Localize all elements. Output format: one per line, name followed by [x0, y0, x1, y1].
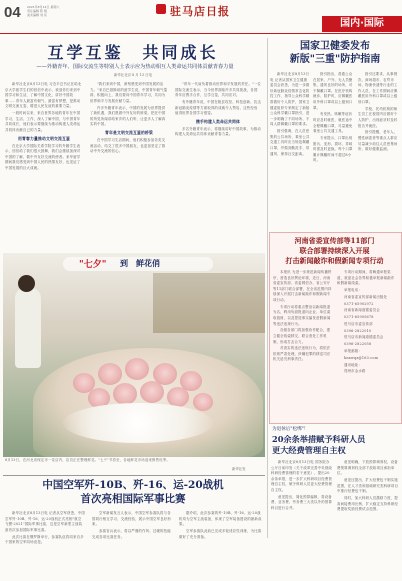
military-headline	[0, 478, 266, 506]
header-rule	[0, 33, 402, 34]
paragraph: 新华社北京8月13日电 记者从国家卫生健康委员会获悉，为进一步做好新冠肺炎疫情常态化防控工作，指导公众科学精准做好个人防护，国家卫健委组织专家制定了新版公众科学戴口罩指引，进一步明确了不同场所、不同人群佩戴口罩的要求。	[270, 72, 310, 127]
paragraph: 同时，加大科研人员激励力度，提高间接费用比例，扩大稳定支持科研经费提取奖励经费试点范围。	[337, 495, 399, 512]
right-top-column-2	[313, 72, 355, 230]
florist-head	[18, 275, 35, 292]
contact-line: 举报邮箱：	[344, 349, 362, 353]
paragraph: 空军参赛队此前已完成多轮适应性训练，为比赛做好了充分准备。	[179, 528, 262, 539]
contact-line: 0396-2822010	[344, 328, 372, 333]
paragraph: 举报电话：	[344, 287, 362, 292]
paragraph: 意见还提出，扩大经费包干制实施范围，在人才类和基础研究类科研项目中推行经费包干制。	[337, 477, 399, 494]
issue-info	[27, 5, 67, 17]
section-rule	[3, 475, 265, 476]
paragraph: 专项行动将重点整治以新闻报道为名，利用负面报道向企业、单位索取钱财，以及捏造事实编发虚假新闻等违法违规行为。	[273, 304, 331, 326]
contact-line: 通讯地址：	[344, 362, 362, 367]
headline-line: 新版"三重"防护指南	[289, 54, 381, 65]
rose	[193, 393, 213, 411]
newspaper-logo: 驻马店日报	[170, 5, 230, 18]
contact-line: 0371-65905678	[344, 315, 374, 320]
lead-column-2	[90, 82, 168, 252]
military-column-3	[179, 511, 263, 579]
notice-column-2	[337, 270, 397, 418]
paragraph: 学校、托幼机构的师生员工在校园内应做好个人防护，出现症状时及时报告并就医。	[358, 106, 398, 128]
paragraph: 据介绍，此次参赛的歼-10B、歼-16、运-20战机均为空军主战装备，体现了空军装备建设的最新成果。	[179, 511, 262, 527]
contact-line: 郑州市金水路	[344, 369, 366, 374]
headline-line: 打击新闻敲诈和假新闻专项行动	[285, 256, 384, 265]
paragraph: 各级各部门将加强协作配合，建立健全线索移交、联合查处工作机制，形成打击合力。	[273, 328, 331, 344]
rose	[125, 358, 149, 380]
issue-info-line: 责任编辑 陈 翔	[27, 9, 47, 13]
contact-line: 河南省委宣传部新闻出版处	[344, 294, 388, 299]
research-headline	[268, 434, 402, 456]
research-column-2	[337, 460, 399, 579]
banner-title: 到 鲜花俏	[120, 258, 160, 268]
column-divider	[267, 38, 268, 538]
paragraph: 空军新闻发言人表示，中国空军参赛队将与各国同行相互学习、交流经验，展示中国空军良好形象。	[92, 511, 171, 527]
paragraph: 有外籍青年说，中国在脱贫攻坚、科技创新、抗击新冠肺炎疫情等方面取得的成就令人赞叹，这些经验值得世界各国学习借鉴。	[175, 99, 261, 116]
right-top-headline	[268, 40, 402, 66]
paragraph: 一段时间以来，来自世界各地的青年在中国学习、生活、工作，深入了解中国，与中国青年共同成长，他们表示要继续为推动构建人类命运共同体贡献自己的力量。	[5, 111, 81, 132]
photo-credit: 新华社发	[232, 467, 246, 471]
contact-line: 驻马店市委宣传部	[344, 321, 373, 326]
paragraph: 参赛官兵表示，将以严谨的作风、过硬的技能完成各项比赛任务。	[92, 528, 171, 539]
paragraph: 意见提出，简化预算编制，将设备费、业务费、劳务费三大类以外的预算科目进行合并。	[271, 494, 333, 510]
contact-line: hnxwqz@163.com	[344, 355, 379, 360]
banner-emphasis: "七夕"	[79, 260, 107, 270]
military-column-2	[92, 511, 172, 579]
paragraph: 指引提醒，老年人、慢性病患者等重点人群应尽量减少前往人员密集场所，做好健康监测。	[358, 130, 398, 152]
research-kicker: 为退休后"松绑"！	[272, 427, 309, 432]
photo-shelf	[153, 273, 265, 333]
rose	[113, 383, 137, 405]
contact-line: 0371-65902972	[344, 301, 374, 306]
paragraph: "青年一代肩负着推动世界和平发展的责任。"一位国际交流生表示，当今世界面临许多共同挑战，各国青年应携手合作，互学互鉴，共同应对。	[175, 82, 261, 98]
section-label: 国内·国际	[322, 16, 402, 32]
masthead	[0, 0, 402, 34]
contact-line: 0396-2822058	[344, 342, 372, 347]
paragraph: 新华社北京8月13日电 国务院办公厅日前印发《关于改革完善中央财政科研经费管理的若干意见》，提出20余条举措，进一步扩大科研项目经费管理自主权，赋予科研人员更大经费管理自主权。	[271, 460, 333, 492]
paragraph: 新华社北京8月13日电 习近平总书记在给北京大学留学生们的回信中表示，欢迎你们来到中国学习和生活，了解中国文化，讲好中国故事……青年人最富有朝气、最富有梦想，是推动文明交流互鉴、增进人民友谊的重要力量。	[5, 82, 82, 109]
lead-subheading: 用青春力量推动文明交流互鉴	[18, 135, 70, 141]
lead-column-1	[5, 82, 83, 252]
paragraph: 意见明确，下放预算调剂权，设备费预算调剂权全部下放给项目承担单位。	[337, 460, 398, 476]
babys-breath	[63, 403, 213, 443]
paragraph: 对查实的违法违规行为，将依法依规严肃处理，涉嫌犯罪的移送司法机关追究刑事责任。	[273, 346, 331, 362]
paragraph: 指引指出，普通公众在居家、户外、无人员聚集、通风良好的场所，可不佩戴口罩。在医疗机构就诊、陪护时，应佩戴医用外科口罩或以上级别口罩。	[313, 72, 353, 110]
page-number: 04	[4, 4, 21, 21]
headline-line: 20余条举措赋予科研人员	[272, 434, 366, 444]
paragraph: "我们来到中国，深刻感受到中国发展的活力。"来自巴基斯坦的留学生说，中国青年朝气蓬勃、积极向上，我们要向中国青年学习，共同为世界和平与发展贡献力量。	[90, 82, 168, 103]
paragraph: 有发热、咳嗽等症状时应及时就医，就医途中全程佩戴口罩，尽量避免乘坐公共交通工具。	[313, 112, 353, 134]
headline-line: 中国空军歼-10B、歼-16、运-20战机	[42, 479, 224, 491]
notice-column-1	[273, 270, 333, 418]
paragraph: 指引强调，在人员密集的公共场所、乘坐公共交通工具时应当规范佩戴口罩，并做到勤洗手、常通风、保持社交距离。	[270, 129, 310, 156]
lead-column-3	[175, 82, 261, 252]
paragraph: 指引还要求，从事餐饮、商场超市、农贸市场、物流快递等行业的工作人员，在工作期间应佩戴医用外科口罩或以上级别口罩。	[358, 72, 398, 104]
paragraph: 新华社北京8月13日电 记者从空军获悉，中国空军歼-10B、歼-16、运-20战机正式亮相"航空飞镖-2021"国际军事比赛，这是空军新型主战装备首次参加国际军事比赛。	[5, 511, 85, 532]
military-column-1	[5, 511, 85, 579]
paragraph: 多名外籍青年表示，将继续讲好中国故事，为推动构建人类命运共同体贡献青春力量。	[175, 126, 261, 137]
issue-info-line: 美术编辑 刘 亮	[27, 13, 47, 17]
photo-caption: 8月13日，在河北省保定市一花店内，店员正在整理鲜花。"七夕"节将至，各地鲜花市场迎来销售旺季。	[5, 458, 170, 462]
rose	[140, 381, 164, 403]
headline-line: 首次亮相国际军事比赛	[80, 493, 186, 505]
headline-line: 国家卫健委发布	[300, 41, 370, 52]
rose	[98, 363, 122, 385]
issue-info-line: 2021年8月14日 星期六	[27, 5, 60, 9]
headline-line: 联合部署持续深入开展	[299, 246, 370, 255]
lead-subtitle: ——外籍青年、国际交流生等特别人士表示应为热动相互人类命运共同体贡献青春力量	[36, 64, 234, 70]
contact-line: 河南省新闻道德委员会	[344, 308, 380, 313]
paragraph: 本报讯 为进一步规范新闻传播秩序，营造良好舆论环境，近日，河南省委宣传部、省委网信办、省公安厅等11部门联合部署，在全省范围内持续深入开展打击新闻敲诈和假新闻专项行动。	[273, 270, 332, 302]
paragraph: 在中国学习生活期间，他们积极参加各类交流活动，结交了很多中国朋友，也更加坚定了推动中外交流的信心。	[90, 137, 166, 154]
paragraph: 专项行动期间，将畅通举报渠道，欢迎社会各界积极举报新闻敲诈和假新闻线索。	[337, 270, 395, 286]
right-top-column-3	[358, 72, 399, 230]
notice-headline	[269, 236, 400, 266]
lead-byline: 新华社北京 8 月 13 日电	[114, 73, 152, 77]
contact-line: 驻马店市新闻道德委员会	[344, 335, 384, 340]
paragraph: 许多外籍青年表示，中国的发展为世界提供了新机遇，我们愿做中外友好的桥梁，把在中国的所见所闻讲给家乡的人们听，让更多人了解真实的中国。	[90, 105, 166, 127]
florist-figure	[15, 288, 41, 368]
logo-emblem-icon	[156, 4, 166, 14]
right-top-column-1	[270, 72, 310, 230]
lead-subheading: 青年是文明交流互鉴的桥梁	[105, 129, 153, 135]
headline-line: 河南省委宣传部等11部门	[294, 236, 375, 245]
headline-line: 更大经费管理自主权	[272, 445, 346, 455]
paragraph: 在北京大学国际关系学院学习的外籍学生表示，回信给了我们很大鼓舞，我们会继续加深对中国的了解，做中外友好交流的使者。来华留学期间我们感受到中国人民的热情友好，也见证了中国发展的巨大成就。	[5, 143, 81, 170]
paragraph: 此次比赛在俄罗斯举行，参赛队伍将同来自多个国家的空军同场竞技。	[5, 534, 84, 545]
flower-shop-photo	[3, 253, 265, 457]
lead-subheading: 携手构建人类命运共同体	[196, 118, 240, 124]
research-column-1	[271, 460, 333, 579]
paragraph: 专家提示，口罩出现脏污、变形、损坏、异味时需及时更换，每个口罩累计佩戴时间不超过8小时。	[313, 135, 353, 163]
lead-headline: 互学互鉴 共同成长	[47, 43, 219, 62]
